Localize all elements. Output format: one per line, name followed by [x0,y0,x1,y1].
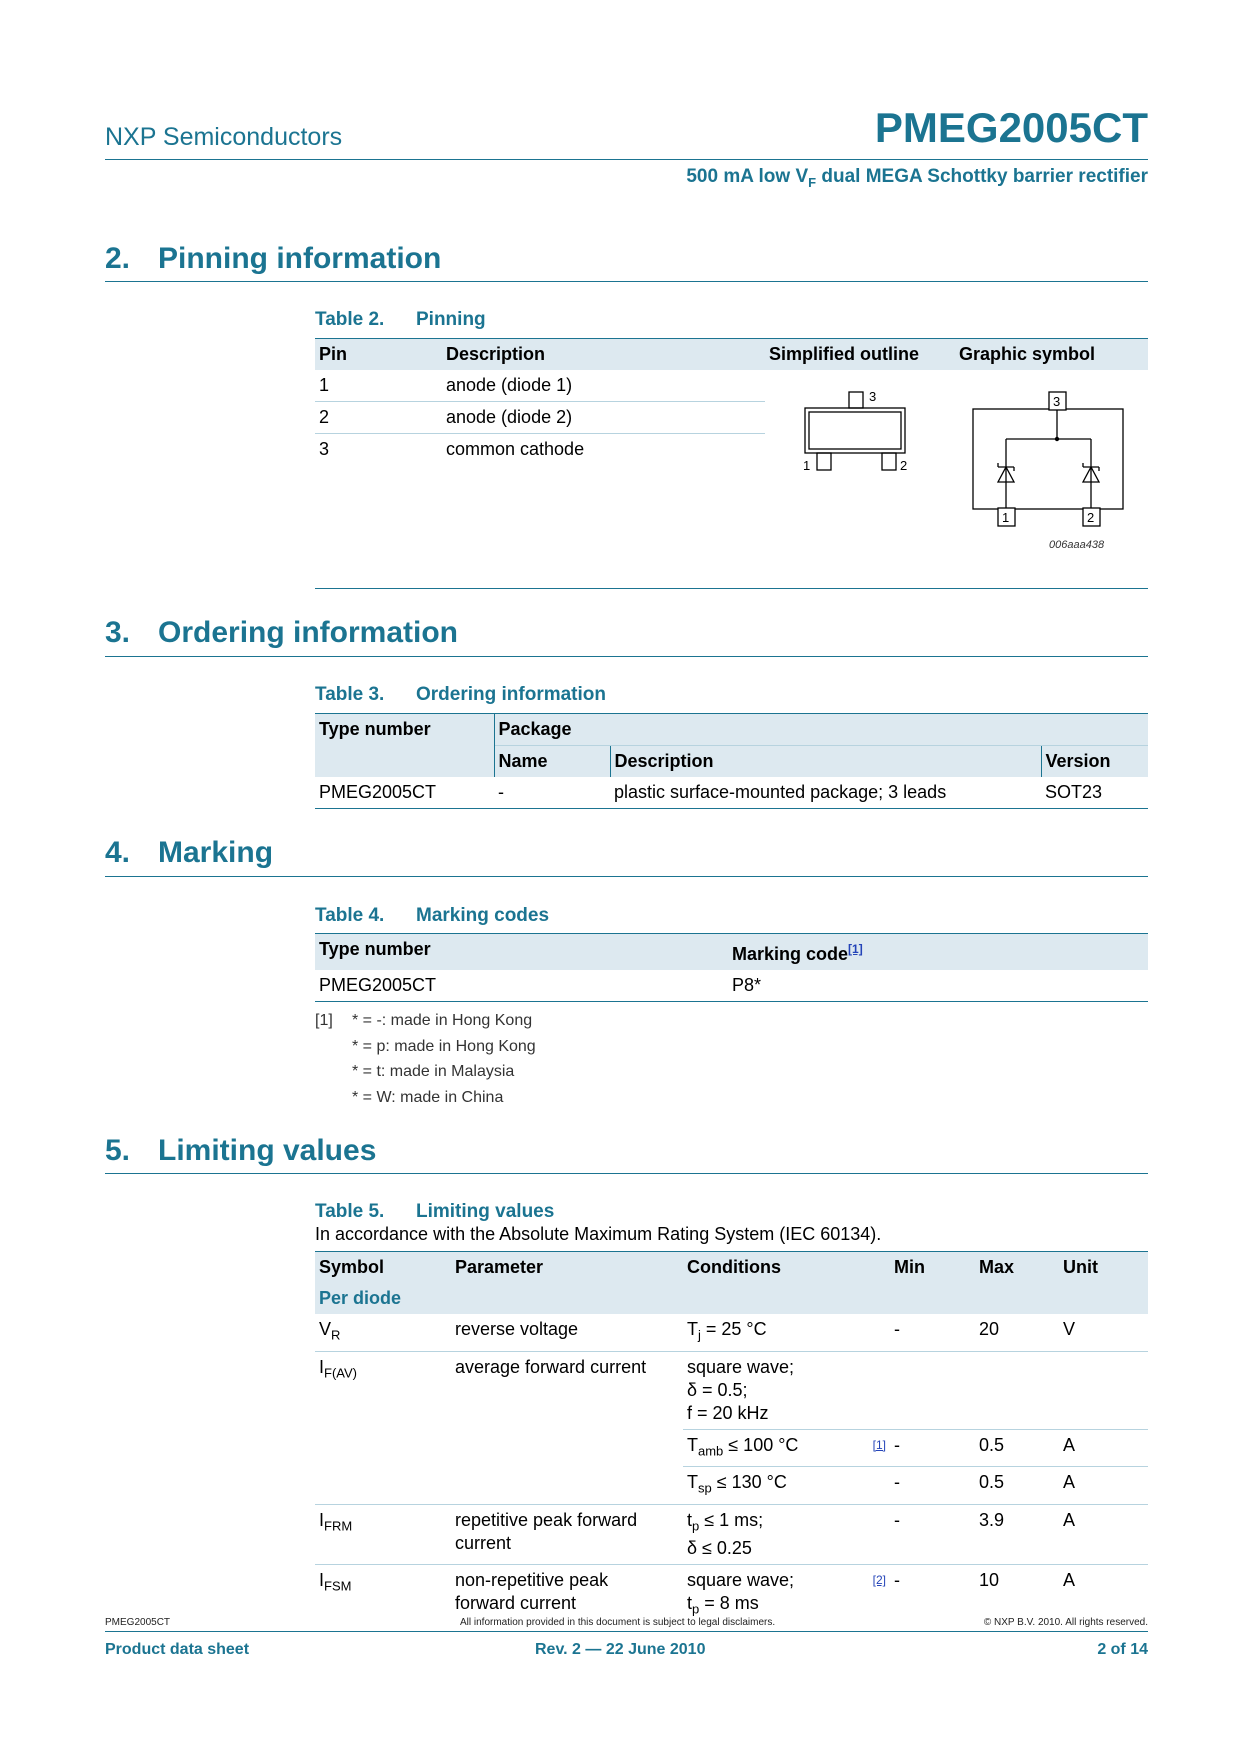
symbol-cell: $I_{FSM}$ [319,1570,352,1594]
col-header-unit: Unit [1059,1252,1148,1284]
table-caption-ordering: Table 3. Ordering information [315,684,606,705]
table-row [315,1351,1148,1429]
footer-page-number: 2 of 14 [1097,1641,1148,1658]
section-heading-marking: 4. Marking [105,836,274,869]
footnote-line: * = -: made in Hong Kong [352,1012,533,1029]
col-header-symbol: Graphic symbol [955,339,1148,371]
min-cell: - [890,1429,975,1467]
section-heading-limiting-values: 5. Limiting values [105,1134,377,1167]
ordering-table [315,713,1148,809]
table-row [315,370,1148,402]
marking-table [315,933,1148,1002]
group-row [315,1283,1148,1314]
max-cell: 0.5 [975,1429,1059,1467]
pin-number: 3 [319,439,330,459]
col-header-description: Description [610,746,1041,778]
symbol-cell: $I_{F(AV)}$ [315,1351,451,1504]
package-description-cell: plastic surface-mounted package; 3 leads [614,782,947,802]
col-header-min: Min [890,1252,975,1284]
pinning-figures [765,370,1148,585]
unit-cell: A [1059,1467,1148,1505]
section-rule [105,656,1148,657]
table-intro: In accordance with the Absolute Maximum Rating System (IEC 60134). [315,1224,882,1244]
pin-description: anode (diode 1) [442,370,765,402]
table-caption-limiting-values: Table 5. Limiting values [315,1201,555,1222]
footer-rule [105,1631,1148,1632]
marking-code-cell: P8* [732,975,762,995]
max-cell: 3.9 [975,1504,1059,1565]
product-title: PMEG2005CT [874,104,1148,151]
symbol-pin-label: 3 [1053,394,1061,409]
col-header-package: Package [494,714,1148,746]
min-cell: - [894,1570,900,1591]
pin-description: common cathode [446,439,585,459]
max-cell: 20 [975,1314,1059,1351]
company-name: NXP Semiconductors [105,123,343,151]
footnote-label: [1] [315,1012,333,1029]
section-rule [105,876,1148,877]
max-cell: 10 [979,1570,1000,1591]
figure-code: 006aaa438 [1049,539,1105,551]
col-header-pin: Pin [315,339,442,371]
symbol-cell: $V_R$ [315,1314,451,1351]
footnote-link[interactable]: [2] [872,1573,886,1588]
footer-disclaimer: All information provided in this document is subject to legal disclaimers. [460,1617,776,1628]
parameter-cell: repetitive peak forward current [451,1504,683,1565]
conditions-cell: square wave; $t_p = 8$ ms [687,1570,795,1617]
table-row [315,1565,1148,1625]
col-header-description: Description [442,339,765,371]
package-name-cell: - [498,782,504,802]
junction-dot [1055,437,1059,441]
symbol-cell: $I_{FRM}$ [315,1504,451,1565]
unit-cell: A [1059,1504,1148,1565]
unit-cell: A [1063,1570,1076,1591]
unit-cell: V [1059,1314,1148,1351]
min-cell: - [890,1314,975,1351]
parameter-cell: non-repetitive peak forward current [455,1570,609,1614]
conditions-cell: $T_j = 25$ °C [683,1314,866,1351]
footer-doc-type: Product data sheet [105,1641,250,1658]
pinning-table [315,338,1148,585]
conditions-cell: square wave; δ = 0.5; f = 20 kHz [683,1351,866,1429]
footer-copyright: © NXP B.V. 2010. All rights reserved. [983,1617,1148,1628]
limiting-values-table [315,1251,1148,1625]
diode-symbol-drawing [973,392,1123,526]
col-header-max: Max [975,1252,1059,1284]
table-row [315,1504,1148,1565]
footer-doc-id: PMEG2005CT [105,1617,171,1628]
package-outline-figure [765,370,1135,584]
header-rule [105,159,1148,160]
footnote-line: * = t: made in Malaysia [352,1063,515,1080]
footnote-line: * = W: made in China [352,1088,504,1106]
outline-pin-label: 2 [900,458,908,473]
section-rule [105,1173,1148,1174]
col-header-version: Version [1041,746,1148,778]
footer-revision: Rev. 2 — 22 June 2010 [535,1641,706,1658]
type-number-cell: PMEG2005CT [319,975,437,995]
group-label: Per diode [315,1283,1148,1314]
col-header-outline: Simplified outline [765,339,955,371]
table-row [315,970,1148,1002]
col-header-marking-code: Marking code[1] [728,934,1148,971]
package-version-cell: SOT23 [1045,782,1103,802]
section-heading-pinning: 2. Pinning information [105,242,442,275]
col-header-name: Name [494,746,610,778]
table-rule [315,588,1148,589]
type-number-cell: PMEG2005CT [319,782,437,802]
parameter-cell: average forward current [451,1351,683,1504]
col-header-conditions: Conditions [683,1252,890,1284]
col-header-parameter: Parameter [451,1252,683,1284]
section-heading-ordering: 3. Ordering information [105,616,458,649]
col-header-symbol: Symbol [315,1252,451,1284]
conditions-cell: $T_{sp} \le 130$ °C [683,1467,866,1505]
product-subtitle: 500 mA low $V_F$ dual MEGA Schottky barrier rectifier [686,166,1148,190]
footnote-link[interactable]: [1] [848,942,863,956]
symbol-pin-label: 2 [1087,510,1095,525]
parameter-cell: reverse voltage [451,1314,683,1351]
section-rule [105,281,1148,282]
outline-pin-label: 1 [803,458,811,473]
symbol-pin-label: 1 [1002,510,1010,525]
pin-description: anode (diode 2) [442,402,765,434]
sot23-outline-drawing [805,392,905,470]
conditions-cell: $T_{amb} \le 100$ °C [683,1429,866,1467]
min-cell: - [890,1467,975,1505]
footnote-line: * = p: made in Hong Kong [352,1037,536,1055]
pin-number: 2 [315,402,442,434]
col-header-type-number: Type number [315,714,494,778]
conditions-cell: $t_p \le 1$ ms; δ ≤ 0.25 [683,1504,866,1565]
table-caption-pinning: Table 2. Pinning [315,309,486,330]
table-row [315,1314,1148,1351]
outline-pin-label: 3 [869,389,877,404]
table-caption-marking: Table 4. Marking codes [315,905,550,926]
footnote-link[interactable]: [1] [866,1429,890,1467]
max-cell: 0.5 [975,1467,1059,1505]
table-row [315,777,1148,809]
col-header-type-number: Type number [315,934,728,971]
min-cell: - [890,1504,975,1565]
pin-number: 1 [315,370,442,402]
marking-footnotes [315,1008,536,1110]
unit-cell: A [1059,1429,1148,1467]
